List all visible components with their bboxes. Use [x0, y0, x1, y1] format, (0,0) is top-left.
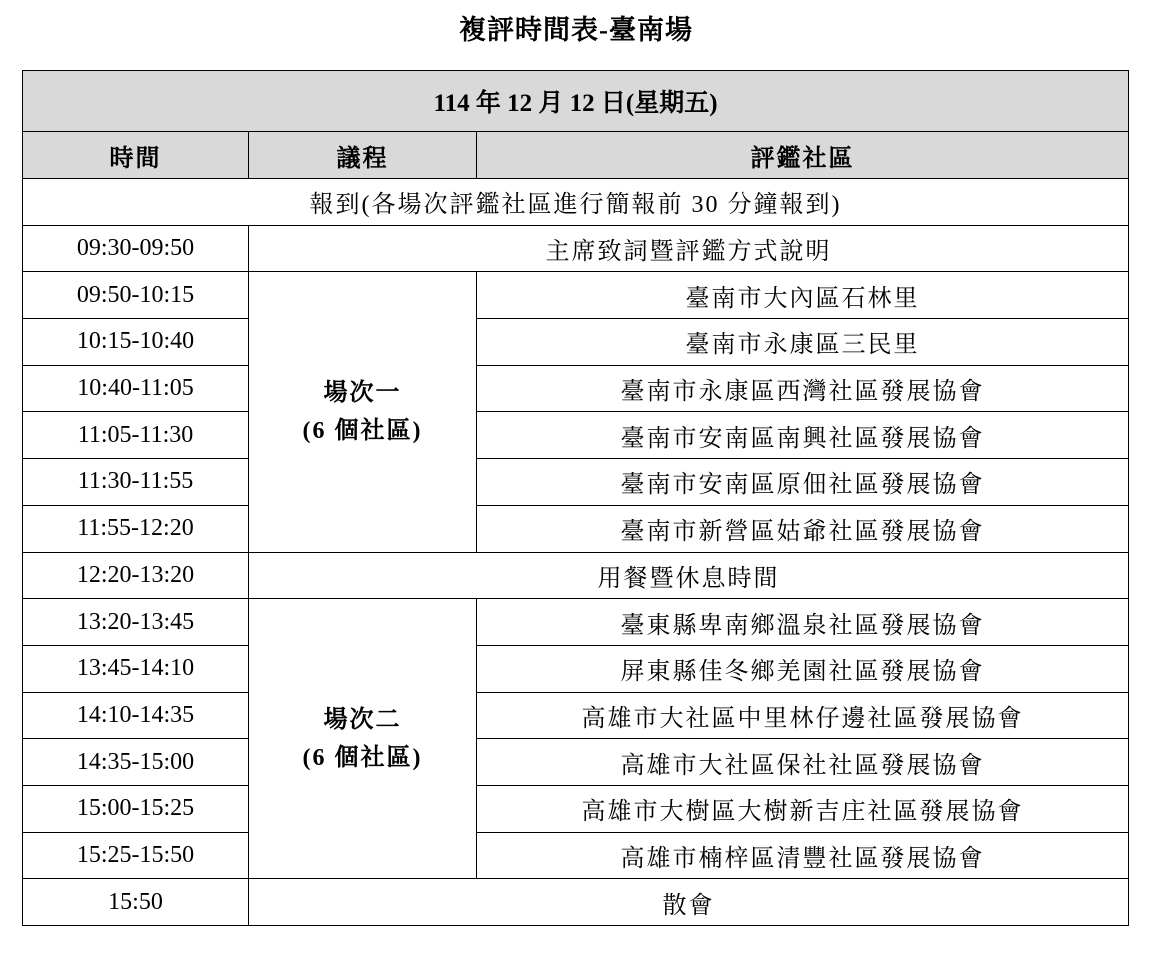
time-cell: 09:50-10:15: [23, 272, 249, 319]
table-row: [23, 459, 1129, 506]
header-community: 評鑑社區: [477, 132, 1129, 179]
time-cell: 10:15-10:40: [23, 319, 249, 366]
time-cell: 15:50: [23, 879, 249, 926]
registration-cell: 報到(各場次評鑑社區進行簡報前 30 分鐘報到): [23, 179, 1129, 226]
closing-row: [23, 879, 1129, 926]
header-time: 時間: [23, 132, 249, 179]
session-count: (6 個社區): [302, 744, 423, 771]
session-2-cell: [249, 599, 477, 879]
community-cell: 臺東縣卑南鄉溫泉社區發展協會: [477, 599, 1129, 646]
community-cell: 臺南市安南區原佃社區發展協會: [477, 459, 1129, 506]
table-row: [23, 692, 1129, 739]
table-row: [23, 505, 1129, 552]
table-row: [23, 832, 1129, 879]
time-cell: 09:30-09:50: [23, 225, 249, 272]
time-cell: 11:30-11:55: [23, 459, 249, 506]
community-cell: 高雄市大社區中里林仔邊社區發展協會: [477, 692, 1129, 739]
time-cell: 12:20-13:20: [23, 552, 249, 599]
date-cell: 114 年 12 月 12 日(星期五): [23, 71, 1129, 132]
table-row: [23, 319, 1129, 366]
session-count: (6 個社區): [302, 417, 423, 444]
session-1-cell: [249, 272, 477, 552]
registration-row: [23, 179, 1129, 226]
lunch-cell: 用餐暨休息時間: [249, 552, 1129, 599]
time-cell: 15:25-15:50: [23, 832, 249, 879]
community-cell: 高雄市大樹區大樹新吉庄社區發展協會: [477, 785, 1129, 832]
lunch-row: [23, 552, 1129, 599]
time-cell: 11:55-12:20: [23, 505, 249, 552]
community-cell: 臺南市永康區三民里: [477, 319, 1129, 366]
opening-row: [23, 225, 1129, 272]
opening-cell: 主席致詞暨評鑑方式說明: [249, 225, 1129, 272]
community-cell: 屏東縣佳冬鄉羌園社區發展協會: [477, 645, 1129, 692]
date-row: [23, 71, 1129, 132]
table-row: [23, 739, 1129, 786]
table-row: [23, 365, 1129, 412]
time-cell: 11:05-11:30: [23, 412, 249, 459]
schedule-table: [22, 70, 1129, 926]
community-cell: 臺南市大內區石林里: [477, 272, 1129, 319]
community-cell: 臺南市永康區西灣社區發展協會: [477, 365, 1129, 412]
time-cell: 14:35-15:00: [23, 739, 249, 786]
table-row: [23, 412, 1129, 459]
table-row: [23, 599, 1129, 646]
time-cell: 13:20-13:45: [23, 599, 249, 646]
time-cell: 15:00-15:25: [23, 785, 249, 832]
table-row: [23, 272, 1129, 319]
header-agenda: 議程: [249, 132, 477, 179]
header-row: [23, 132, 1129, 179]
time-cell: 10:40-11:05: [23, 365, 249, 412]
time-cell: 14:10-14:35: [23, 692, 249, 739]
community-cell: 高雄市楠梓區清豐社區發展協會: [477, 832, 1129, 879]
community-cell: 臺南市新營區姑爺社區發展協會: [477, 505, 1129, 552]
time-cell: 13:45-14:10: [23, 645, 249, 692]
closing-cell: 散會: [249, 879, 1129, 926]
session-name: 場次一: [323, 379, 402, 406]
community-cell: 臺南市安南區南興社區發展協會: [477, 412, 1129, 459]
table-row: [23, 645, 1129, 692]
page-title: 複評時間表-臺南場: [459, 15, 693, 45]
community-cell: 高雄市大社區保社社區發展協會: [477, 739, 1129, 786]
session-name: 場次二: [323, 706, 402, 733]
table-row: [23, 785, 1129, 832]
